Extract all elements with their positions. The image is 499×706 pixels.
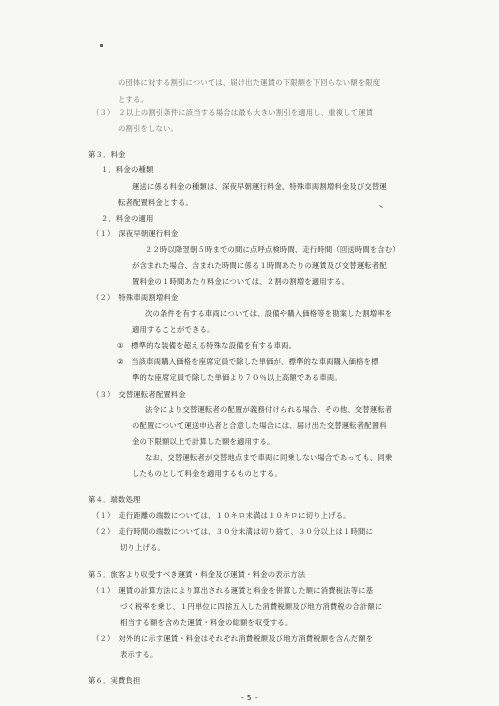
text-line: の配置について運送申込者と合意した場合には、届け出た交替運転者配置料 (132, 421, 387, 430)
section-heading: 第５．旅客より収受すべき運賃・料金及び運賃・料金の表示方法 (88, 570, 306, 579)
item-heading: （１） 深夜早朝運行料金 (92, 229, 179, 238)
subsection-heading: １．料金の種類 (101, 165, 154, 174)
text-line: 置料金の１時間あたり料金については、２割の割増を適用する。 (132, 277, 350, 286)
text-line: 次の条件を有する車両については、設備や購入価格等を勘案した割増率を (145, 309, 393, 318)
text-line: とする。 (118, 95, 148, 104)
text-line: （１） 走行距離の端数については、１０キロ未満は１０キロに切り上げる。 (92, 511, 351, 520)
text-line: 転者配置料金とする。 (118, 198, 193, 207)
text-line: ② 当該車両購入価格を座席定員で除した単価が、標準的な車両購入価格を標 (117, 357, 379, 366)
text-line: 表示する。 (120, 650, 158, 659)
text-line: の団体に対する割引については、届け出た運賃の下限額を下回らない額を限度 (118, 78, 381, 87)
text-line: の割引をしない。 (118, 124, 178, 133)
text-line: 法令により交替運転者の配置が義務付けられる場合、その他、交替運転者 (145, 405, 393, 414)
text-line: づく税率を乗じ、１円単位に四捨五入した消費税額及び地方消費税の合計額に (120, 602, 383, 611)
page-number: - 5 - (240, 693, 259, 702)
text-line: 適用することができる。 (132, 325, 215, 334)
section-heading: 第４．端数処理 (88, 495, 141, 504)
item-heading: （２） 特殊車両割増料金 (92, 293, 179, 302)
item-heading: （３） 交替運転者配置料金 (92, 390, 186, 399)
section-heading: 第６．実費負担 (88, 676, 141, 685)
text-line: （２） 走行時間の端数については、３０分未満は切り捨て、３０分以上は１時間に (92, 527, 373, 536)
subsection-heading: ２．料金の適用 (101, 214, 154, 223)
text-line: ① 標準的な装備を超える特殊な設備を有する車両。 (117, 341, 297, 350)
scan-tick-mark (379, 205, 383, 208)
text-line: 相当する額を含めた運賃・料金の総額を収受する。 (120, 618, 293, 627)
text-line: 運送に係る料金の種類は、深夜早朝運行料金、特殊車両割増料金及び交替運 (132, 182, 387, 191)
text-line: 金の下限額以上で計算した額を適用する。 (132, 437, 275, 446)
text-line: 切り上げる。 (120, 543, 165, 552)
text-line: （１） 運賃の計算方法により算出される運賃と料金を併算した額に消費税法等に基 (92, 586, 374, 595)
section-heading: 第３．料金 (88, 150, 126, 159)
text-line: 準的な座席定員で除した単価より７０％以上高額である車両。 (132, 373, 342, 382)
scan-speck (100, 44, 103, 47)
text-line: （３） ２以上の割引条件に該当する場合は最も大きい割引を適用し、重複して運賃 (92, 108, 374, 117)
text-line: したものとして料金を適用するものとする。 (132, 469, 282, 478)
text-line: が含まれた場合、含まれた時間に係る１時間あたりの運賃及び交替運転者配 (132, 261, 387, 270)
text-line: ２２時以降翌朝５時までの間に点呼点検時間、走行時間（回送時間を含む） (145, 245, 400, 254)
text-line: なお、交替運転者が交替地点まで車両に同乗しない場合であっても、同乗 (145, 453, 393, 462)
text-line: （２） 対外的に示す運賃・料金はそれぞれ消費税額及び地方消費税額を含んだ額を (92, 634, 374, 643)
